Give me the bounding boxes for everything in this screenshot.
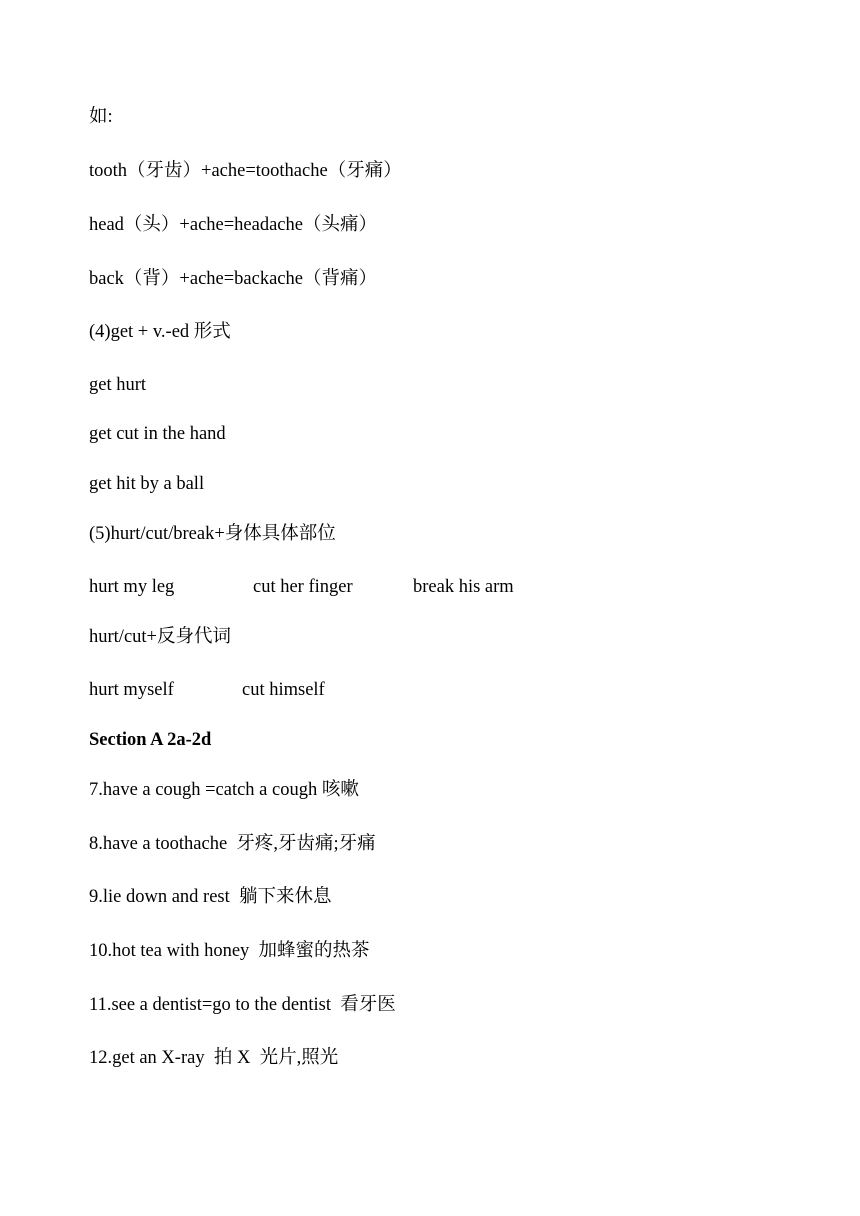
vocab-item: 7.have a cough =catch a cough 咳嗽 (89, 780, 359, 800)
example-phrase: hurt my leg (89, 577, 175, 597)
example-phrase: cut her finger (253, 577, 353, 597)
vocab-item: 8.have a toothache 牙疼,牙齿痛;牙痛 (89, 834, 376, 854)
text-line: back（背）+ache=backache（背痛） (89, 269, 377, 289)
text-line: hurt/cut+反身代词 (89, 627, 231, 647)
example-phrase: hurt myself (89, 680, 174, 700)
text-line: head（头）+ache=headache（头痛） (89, 215, 377, 235)
vocab-item: 11.see a dentist=go to the dentist 看牙医 (89, 995, 396, 1015)
example-phrase: cut himself (242, 680, 325, 700)
example-phrase: break his arm (413, 577, 514, 597)
text-line: 如: (89, 107, 113, 127)
vocab-item: 9.lie down and rest 躺下来休息 (89, 887, 332, 907)
text-line: get hurt (89, 375, 147, 395)
text-line: (4)get + v.-ed 形式 (89, 322, 231, 342)
text-line: tooth（牙齿）+ache=toothache（牙痛） (89, 161, 402, 181)
text-line: get hit by a ball (89, 474, 205, 494)
section-heading: Section A 2a-2d (89, 730, 212, 750)
vocab-item: 10.hot tea with honey 加蜂蜜的热茶 (89, 941, 370, 961)
text-line: (5)hurt/cut/break+身体具体部位 (89, 524, 336, 544)
example-row (89, 678, 789, 702)
vocab-item: 12.get an X-ray 拍 X 光片,照光 (89, 1048, 339, 1068)
example-row (89, 575, 789, 599)
text-line: get cut in the hand (89, 424, 226, 444)
